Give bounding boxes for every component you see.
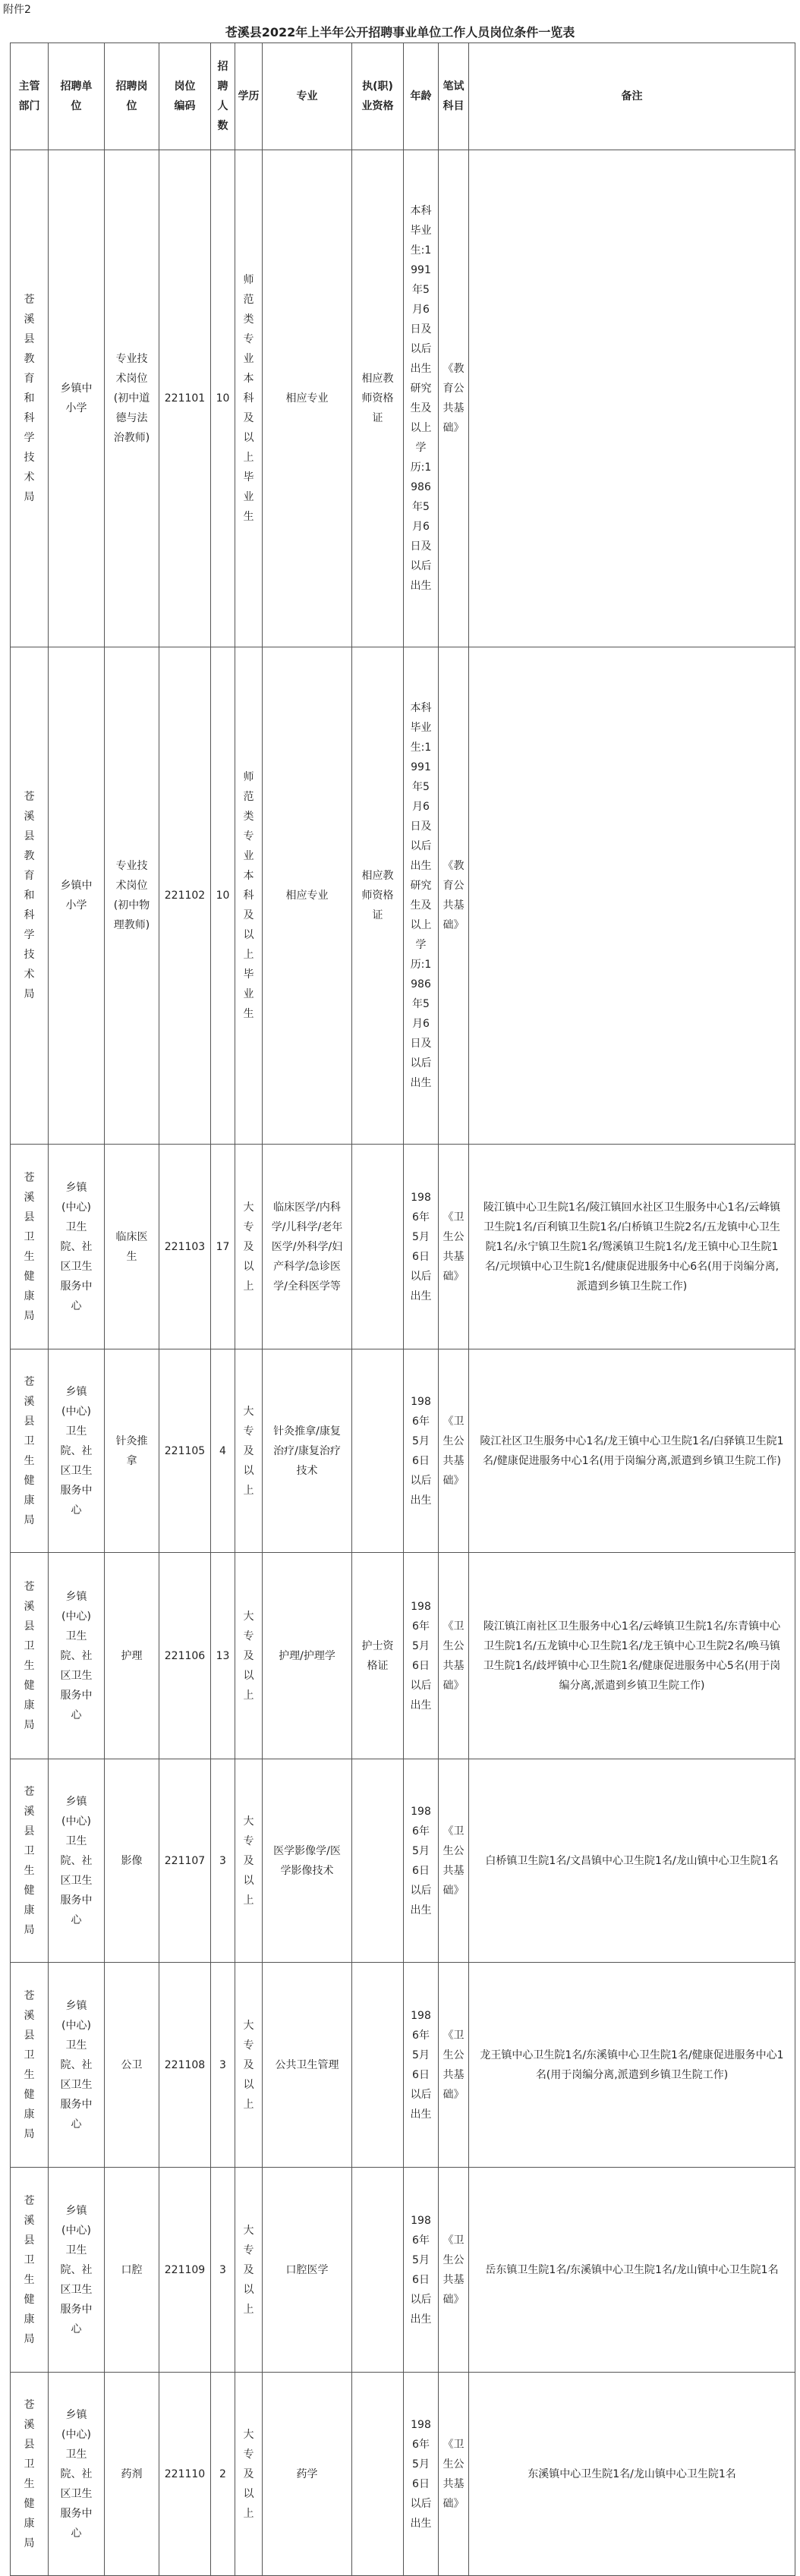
note-cell: 陵江镇江南社区卫生服务中心1名/云峰镇卫生院1名/东青镇中心卫生院1名/五龙镇中心卫生院1名/龙王镇中心卫生院2名/唤马镇卫生院1名/歧坪镇中心卫生院1名/健康促进服务中心5名(用于岗编分离,派遣到乡镇卫生院工作) — [469, 1553, 795, 1759]
dept-cell: 苍溪县卫生健康局 — [11, 1349, 49, 1553]
table-row — [11, 1553, 795, 1759]
code-cell: 221103 — [159, 1145, 211, 1349]
table-row — [11, 1759, 795, 1963]
num-cell: 10 — [211, 647, 235, 1145]
table-row — [11, 1963, 795, 2168]
code-cell: 221105 — [159, 1349, 211, 1553]
dept-cell: 苍溪县卫生健康局 — [11, 1963, 49, 2168]
code-cell: 221101 — [159, 150, 211, 647]
edu-cell: 大专及以上 — [235, 1759, 263, 1963]
num-cell: 3 — [211, 1759, 235, 1963]
num-cell: 17 — [211, 1145, 235, 1349]
major-cell: 相应专业 — [263, 647, 352, 1145]
num-cell: 10 — [211, 150, 235, 647]
dept-cell: 苍溪县卫生健康局 — [11, 2168, 49, 2373]
unit-cell: 乡镇(中心)卫生院、社区卫生服务中心 — [49, 2373, 105, 2576]
exam-cell: 《卫生公共基础》 — [439, 1145, 469, 1349]
edu-cell: 大专及以上 — [235, 1145, 263, 1349]
table-row — [11, 2373, 795, 2576]
note-cell — [469, 647, 795, 1145]
page-title: 苍溪县2022年上半年公开招聘事业单位工作人员岗位条件一览表 — [225, 25, 575, 39]
unit-cell: 乡镇(中心)卫生院、社区卫生服务中心 — [49, 1759, 105, 1963]
major-cell: 临床医学/内科学/儿科学/老年医学/外科学/妇产科学/急诊医学/全科医学等 — [263, 1145, 352, 1349]
dept-cell: 苍溪县卫生健康局 — [11, 1145, 49, 1349]
unit-cell: 乡镇中小学 — [49, 150, 105, 647]
unit-cell: 乡镇(中心)卫生院、社区卫生服务中心 — [49, 2168, 105, 2373]
edu-cell: 大专及以上 — [235, 1349, 263, 1553]
table-row — [11, 150, 795, 647]
code-cell: 221110 — [159, 2373, 211, 2576]
header-qual: 执(职)业资格 — [352, 43, 404, 150]
positions-table — [10, 43, 795, 2576]
major-cell: 相应专业 — [263, 150, 352, 647]
unit-cell: 乡镇(中心)卫生院、社区卫生服务中心 — [49, 1349, 105, 1553]
qual-cell — [352, 1759, 404, 1963]
edu-cell: 大专及以上 — [235, 2373, 263, 2576]
age-cell: 1986年5月6日以后出生 — [404, 1553, 439, 1759]
exam-cell: 《教育公共基础》 — [439, 647, 469, 1145]
exam-cell: 《卫生公共基础》 — [439, 1553, 469, 1759]
exam-cell: 《卫生公共基础》 — [439, 1963, 469, 2168]
edu-cell: 大专及以上 — [235, 2168, 263, 2373]
post-cell: 药剂 — [105, 2373, 159, 2576]
note-cell: 岳东镇卫生院1名/东溪镇中心卫生院1名/龙山镇中心卫生院1名 — [469, 2168, 795, 2373]
age-cell: 1986年5月6日以后出生 — [404, 1145, 439, 1349]
edu-cell: 师范类专业本科及以上毕业生 — [235, 150, 263, 647]
qual-cell — [352, 1145, 404, 1349]
major-cell: 药学 — [263, 2373, 352, 2576]
code-cell: 221106 — [159, 1553, 211, 1759]
num-cell: 2 — [211, 2373, 235, 2576]
table-row — [11, 2168, 795, 2373]
note-cell: 白桥镇卫生院1名/文昌镇中心卫生院1名/龙山镇中心卫生院1名 — [469, 1759, 795, 1963]
note-cell: 陵江镇中心卫生院1名/陵江镇回水社区卫生服务中心1名/云峰镇卫生院1名/百利镇卫生院1名/白桥镇卫生院2名/五龙镇中心卫生院1名/永宁镇卫生院1名/鸳溪镇卫生院1名/龙王镇中心卫生院1名/元坝镇中心卫生院1名/健康促进服务中心6名(用于岗编分离,派遣到乡镇卫生院工作) — [469, 1145, 795, 1349]
note-cell: 陵江社区卫生服务中心1名/龙王镇中心卫生院1名/白驿镇卫生院1名/健康促进服务中心1名(用于岗编分离,派遣到乡镇卫生院工作) — [469, 1349, 795, 1553]
major-cell: 医学影像学/医学影像技术 — [263, 1759, 352, 1963]
attachment-label: 附件2 — [3, 4, 31, 16]
unit-cell: 乡镇(中心)卫生院、社区卫生服务中心 — [49, 1145, 105, 1349]
header-unit: 招聘单位 — [49, 43, 105, 150]
post-cell: 临床医生 — [105, 1145, 159, 1349]
table-row — [11, 1145, 795, 1349]
age-cell: 1986年5月6日以后出生 — [404, 1759, 439, 1963]
major-cell: 口腔医学 — [263, 2168, 352, 2373]
post-cell: 影像 — [105, 1759, 159, 1963]
dept-cell: 苍溪县卫生健康局 — [11, 1553, 49, 1759]
header-code: 岗位编码 — [159, 43, 211, 150]
num-cell: 3 — [211, 1963, 235, 2168]
header-num: 招聘人数 — [211, 43, 235, 150]
dept-cell: 苍溪县卫生健康局 — [11, 2373, 49, 2576]
major-cell: 针灸推拿/康复治疗/康复治疗技术 — [263, 1349, 352, 1553]
exam-cell: 《卫生公共基础》 — [439, 2373, 469, 2576]
code-cell: 221108 — [159, 1963, 211, 2168]
unit-cell: 乡镇(中心)卫生院、社区卫生服务中心 — [49, 1553, 105, 1759]
num-cell: 13 — [211, 1553, 235, 1759]
header-edu: 学历 — [235, 43, 263, 150]
age-cell: 1986年5月6日以后出生 — [404, 2373, 439, 2576]
table-row — [11, 1349, 795, 1553]
dept-cell: 苍溪县教育和科学技术局 — [11, 647, 49, 1145]
num-cell: 4 — [211, 1349, 235, 1553]
age-cell: 本科毕业生:1991年5月6日及以后出生研究生及以上学历:1986年5月6日及以后出生 — [404, 647, 439, 1145]
exam-cell: 《卫生公共基础》 — [439, 1349, 469, 1553]
unit-cell: 乡镇(中心)卫生院、社区卫生服务中心 — [49, 1963, 105, 2168]
dept-cell: 苍溪县教育和科学技术局 — [11, 150, 49, 647]
edu-cell: 大专及以上 — [235, 1963, 263, 2168]
num-cell: 3 — [211, 2168, 235, 2373]
header-age: 年龄 — [404, 43, 439, 150]
header-note: 备注 — [469, 43, 795, 150]
table-header-row — [11, 43, 795, 150]
edu-cell: 师范类专业本科及以上毕业生 — [235, 647, 263, 1145]
post-cell: 专业技术岗位(初中道德与法治教师) — [105, 150, 159, 647]
note-cell — [469, 150, 795, 647]
qual-cell — [352, 1963, 404, 2168]
post-cell: 公卫 — [105, 1963, 159, 2168]
qual-cell: 相应教师资格证 — [352, 150, 404, 647]
dept-cell: 苍溪县卫生健康局 — [11, 1759, 49, 1963]
post-cell: 专业技术岗位(初中物理教师) — [105, 647, 159, 1145]
note-cell: 龙王镇中心卫生院1名/东溪镇中心卫生院1名/健康促进服务中心1名(用于岗编分离,派遣到乡镇卫生院工作) — [469, 1963, 795, 2168]
table-row — [11, 647, 795, 1145]
exam-cell: 《教育公共基础》 — [439, 150, 469, 647]
header-exam: 笔试科目 — [439, 43, 469, 150]
note-cell: 东溪镇中心卫生院1名/龙山镇中心卫生院1名 — [469, 2373, 795, 2576]
qual-cell: 相应教师资格证 — [352, 647, 404, 1145]
header-post: 招聘岗位 — [105, 43, 159, 150]
header-dept: 主管部门 — [11, 43, 49, 150]
code-cell: 221107 — [159, 1759, 211, 1963]
qual-cell — [352, 1349, 404, 1553]
header-major: 专业 — [263, 43, 352, 150]
edu-cell: 大专及以上 — [235, 1553, 263, 1759]
exam-cell: 《卫生公共基础》 — [439, 1759, 469, 1963]
post-cell: 针灸推拿 — [105, 1349, 159, 1553]
age-cell: 1986年5月6日以后出生 — [404, 1963, 439, 2168]
age-cell: 1986年5月6日以后出生 — [404, 2168, 439, 2373]
qual-cell — [352, 2373, 404, 2576]
qual-cell: 护士资格证 — [352, 1553, 404, 1759]
major-cell: 公共卫生管理 — [263, 1963, 352, 2168]
major-cell: 护理/护理学 — [263, 1553, 352, 1759]
post-cell: 护理 — [105, 1553, 159, 1759]
code-cell: 221109 — [159, 2168, 211, 2373]
age-cell: 本科毕业生:1991年5月6日及以后出生研究生及以上学历:1986年5月6日及以后出生 — [404, 150, 439, 647]
code-cell: 221102 — [159, 647, 211, 1145]
exam-cell: 《卫生公共基础》 — [439, 2168, 469, 2373]
unit-cell: 乡镇中小学 — [49, 647, 105, 1145]
qual-cell — [352, 2168, 404, 2373]
age-cell: 1986年5月6日以后出生 — [404, 1349, 439, 1553]
post-cell: 口腔 — [105, 2168, 159, 2373]
